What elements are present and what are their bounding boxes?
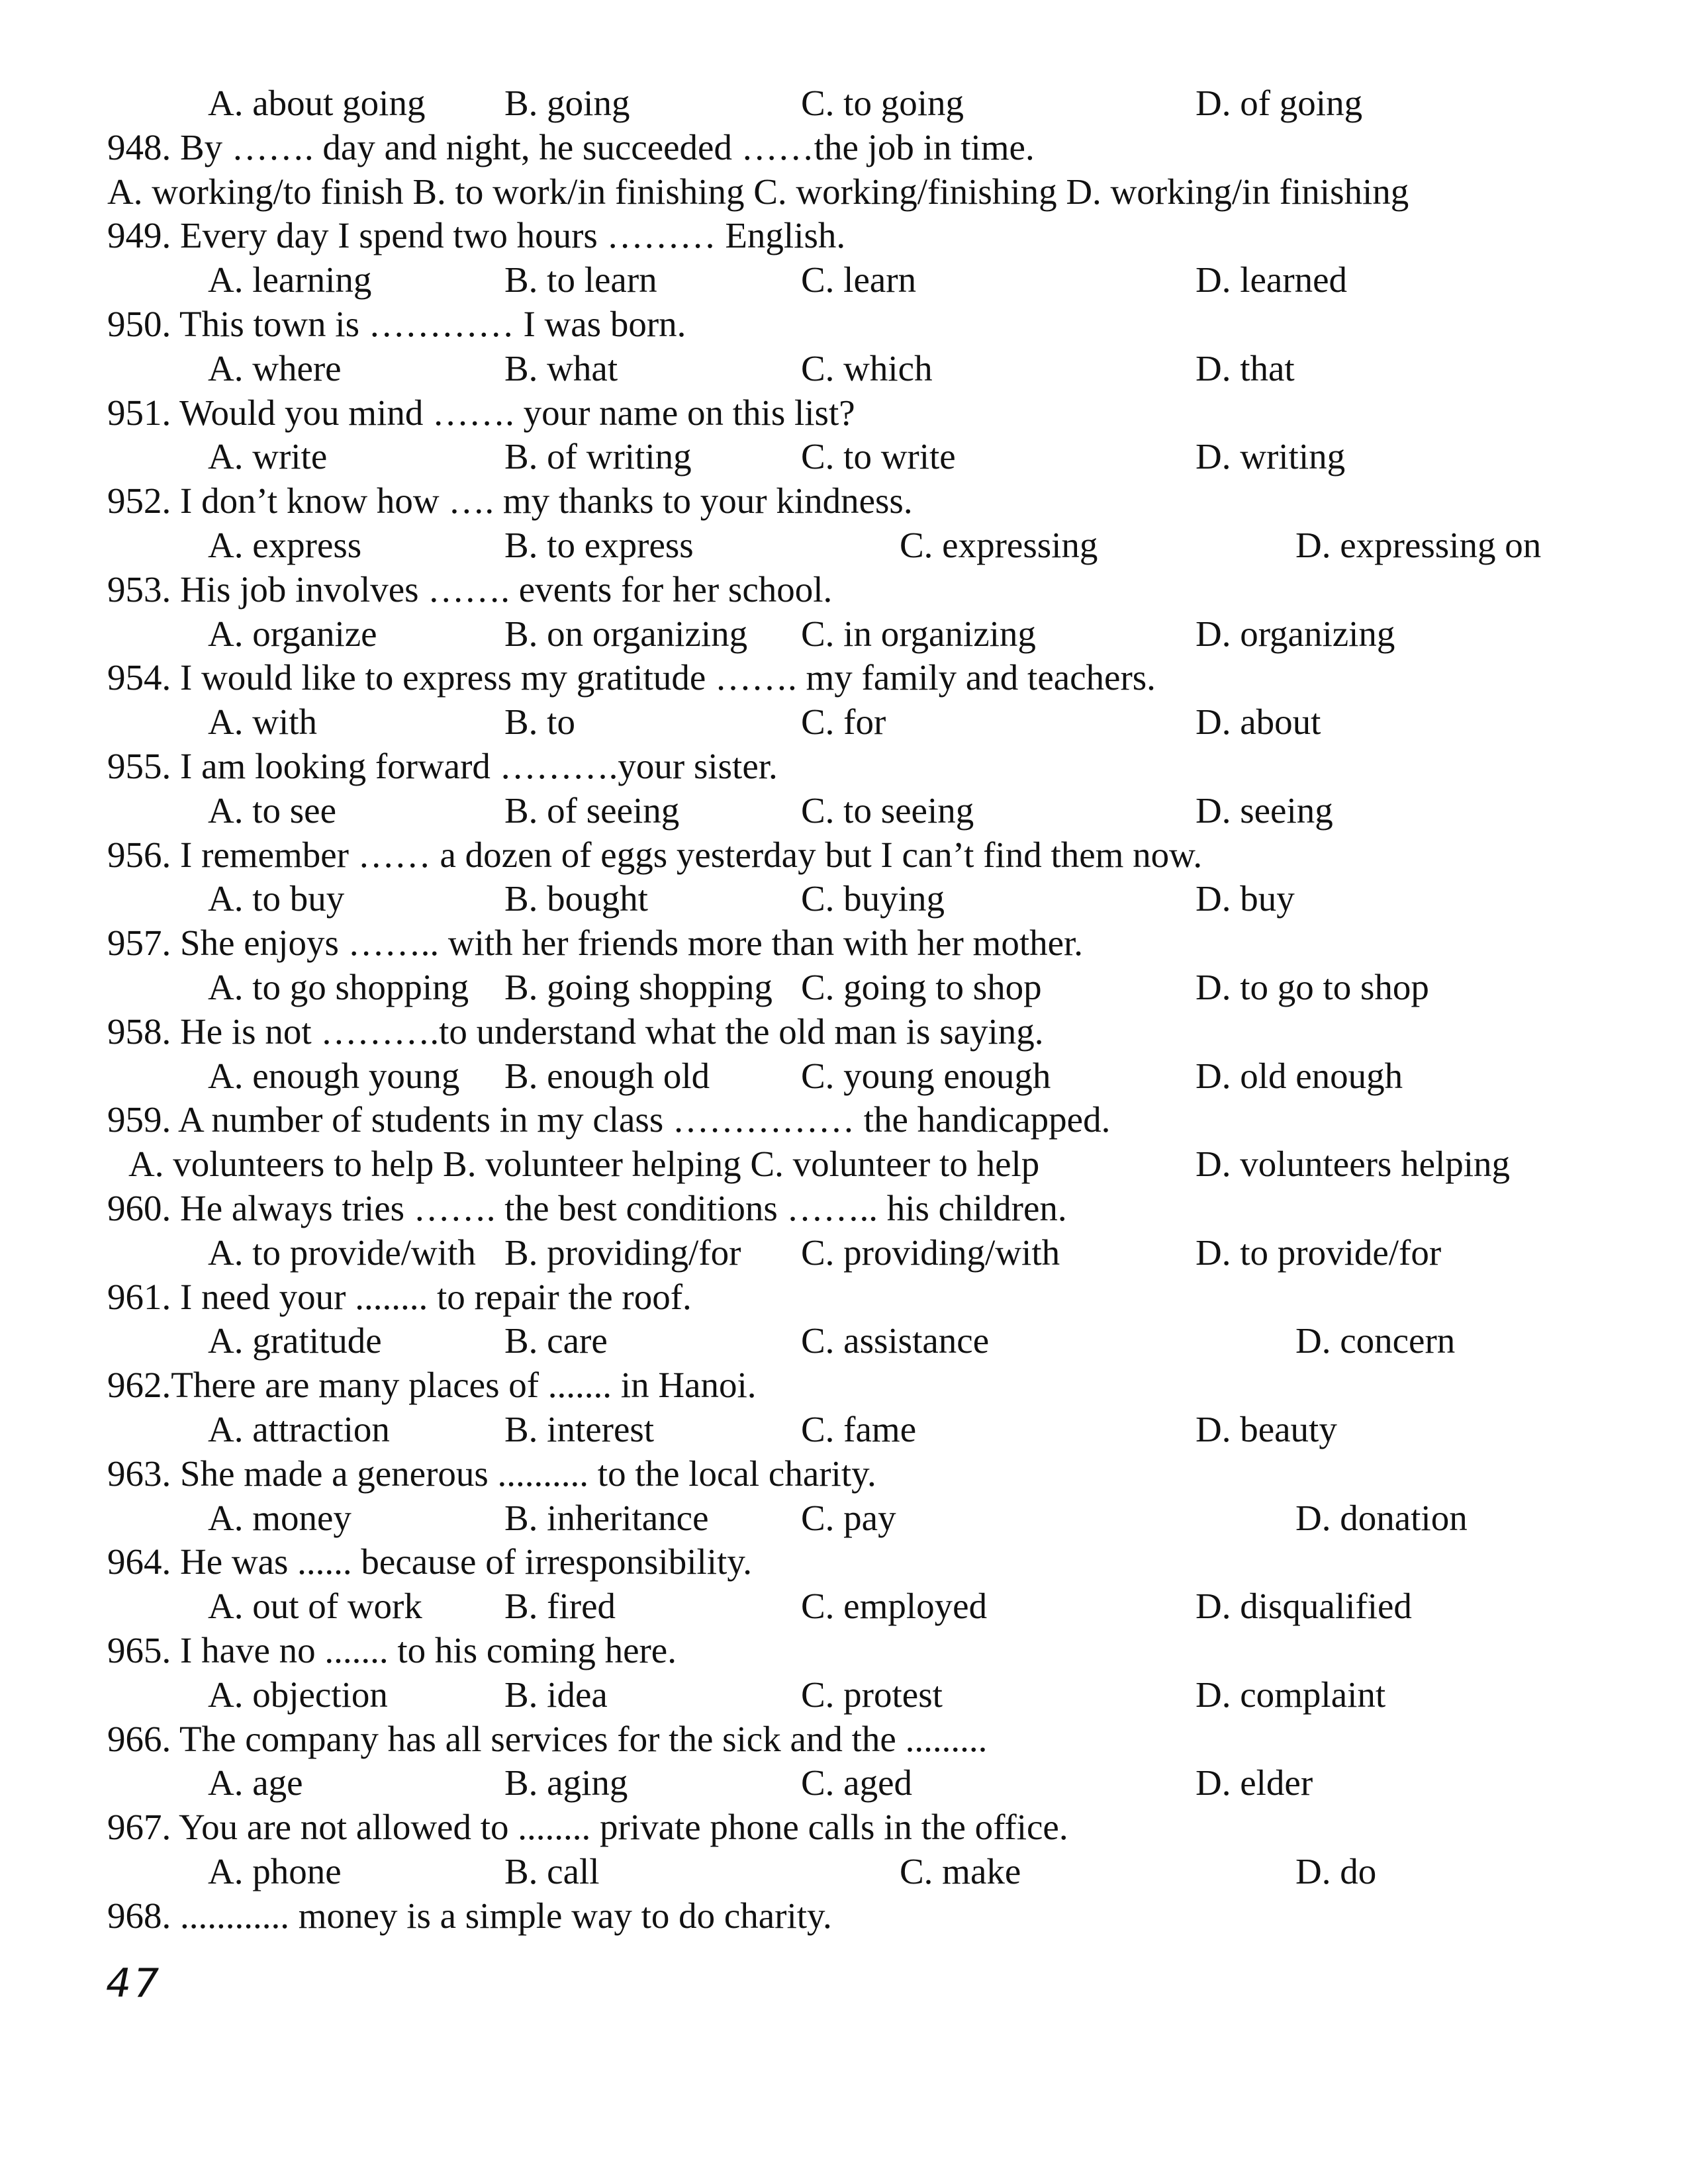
option-a: A. to provide/with xyxy=(208,1232,476,1273)
option-line xyxy=(0,612,1688,656)
page-number: 47 xyxy=(106,1960,162,2007)
option-d: D. learned xyxy=(1196,259,1348,300)
option-line xyxy=(0,434,1688,478)
option-d: D. disqualified xyxy=(1196,1586,1412,1627)
question-text: 953. His job involves ……. events for her school. xyxy=(107,569,833,610)
option-a: A. age xyxy=(208,1762,303,1803)
question-text: 964. He was ...... because of irresponsibility. xyxy=(107,1541,752,1582)
question-line xyxy=(0,921,1688,965)
question-line xyxy=(0,744,1688,788)
option-a: A. about going xyxy=(208,83,426,123)
option-b: B. enough old xyxy=(504,1055,710,1096)
question-text: 967. You are not allowed to ........ private phone calls in the office. xyxy=(107,1807,1068,1848)
option-a: A. phone xyxy=(208,1851,342,1891)
option-a: A. money xyxy=(208,1497,352,1538)
option-c: C. protest xyxy=(801,1674,943,1715)
option-c: C. pay xyxy=(801,1497,896,1538)
question-line xyxy=(0,655,1688,700)
question-line xyxy=(0,1009,1688,1054)
question-line xyxy=(0,1539,1688,1584)
option-d: D. donation xyxy=(1295,1497,1468,1538)
option-b: B. bought xyxy=(504,878,648,919)
option-d: D. that xyxy=(1196,347,1295,388)
question-line xyxy=(0,833,1688,877)
option-c: C. in organizing xyxy=(801,613,1036,654)
option-line xyxy=(0,523,1688,567)
option-line xyxy=(0,1672,1688,1717)
option-c: C. buying xyxy=(801,878,945,919)
option-d: D. old enough xyxy=(1196,1055,1403,1096)
option-a: A. write xyxy=(208,436,328,477)
question-text: 950. This town is ………… I was born. xyxy=(107,304,686,344)
option-d: D. seeing xyxy=(1196,790,1333,831)
option-b: B. providing/for xyxy=(504,1232,741,1273)
option-c: C. for xyxy=(801,702,886,743)
option-c: C. to seeing xyxy=(801,790,974,831)
option-d: D. expressing on xyxy=(1295,525,1542,565)
question-line xyxy=(0,567,1688,612)
option-c: C. expressing xyxy=(900,525,1098,565)
option-c: C. learn xyxy=(801,259,917,300)
option-line xyxy=(0,700,1688,744)
question-line xyxy=(0,1363,1688,1407)
question-line xyxy=(0,1805,1688,1849)
option-b: B. interest xyxy=(504,1409,655,1449)
option-line xyxy=(0,1584,1688,1628)
question-text: 959. A number of students in my class …………… the handicapped. xyxy=(107,1099,1111,1140)
question-line xyxy=(0,1893,1688,1938)
option-c: C. aged xyxy=(801,1762,913,1803)
option-line xyxy=(0,81,1688,125)
option-a: A. out of work xyxy=(208,1586,422,1627)
question-text: 955. I am looking forward ……….your sister. xyxy=(107,746,778,786)
question-line xyxy=(0,1717,1688,1761)
option-d: D. elder xyxy=(1196,1762,1313,1803)
question-text: 962.There are many places of ....... in Hanoi. xyxy=(107,1365,757,1406)
option-a: A. express xyxy=(208,525,362,565)
option-c: C. fame xyxy=(801,1409,917,1449)
option-b: B. of writing xyxy=(504,436,692,477)
option-line xyxy=(0,1407,1688,1451)
option-line xyxy=(0,1849,1688,1893)
option-a: A. where xyxy=(208,347,342,388)
option-line xyxy=(0,965,1688,1009)
option-line xyxy=(0,1230,1688,1275)
question-text: 963. She made a generous .......... to the local charity. xyxy=(107,1453,876,1494)
option-line xyxy=(0,876,1688,921)
option-line xyxy=(0,788,1688,833)
option-line xyxy=(0,346,1688,390)
option-c: C. going to shop xyxy=(801,967,1042,1007)
question-line xyxy=(0,1186,1688,1230)
question-text: 956. I remember …… a dozen of eggs yesterday but I can’t find them now. xyxy=(107,834,1203,875)
question-line xyxy=(0,1275,1688,1319)
option-line xyxy=(0,1760,1688,1805)
question-line xyxy=(0,478,1688,523)
option-line xyxy=(0,1054,1688,1098)
question-text: 952. I don’t know how …. my thanks to your kindness. xyxy=(107,480,913,522)
option-a: A. objection xyxy=(208,1674,388,1715)
option-b: B. inheritance xyxy=(504,1497,709,1538)
option-b: B. fired xyxy=(504,1586,616,1627)
question-text: 958. He is not ……….to understand what the old man is saying. xyxy=(107,1011,1044,1052)
option-a: A. enough young xyxy=(208,1055,460,1096)
option-a: A. attraction xyxy=(208,1409,390,1449)
option-b: B. going xyxy=(504,83,630,123)
option-abc: A. volunteers to help B. volunteer helping C. volunteer to help xyxy=(128,1144,1040,1185)
option-c: C. which xyxy=(801,347,933,388)
option-line xyxy=(0,257,1688,302)
option-c: C. to write xyxy=(801,436,956,477)
option-line xyxy=(0,1142,1688,1186)
option-line xyxy=(0,1496,1688,1540)
question-text: 954. I would like to express my gratitude ……. my family and teachers. xyxy=(107,657,1156,698)
question-text: 948. By ……. day and night, he succeeded ……the job in time. xyxy=(107,126,1035,167)
option-d: D. to go to shop xyxy=(1196,967,1429,1007)
question-text: 966. The company has all services for the sick and the ......... xyxy=(107,1718,988,1759)
option-d: D. writing xyxy=(1196,436,1346,477)
question-text: 960. He always tries ……. the best conditions …….. his children. xyxy=(107,1188,1067,1228)
question-text: 951. Would you mind ……. your name on this list? xyxy=(107,392,855,433)
option-c: C. make xyxy=(900,1851,1021,1891)
question-line xyxy=(0,390,1688,435)
option-a: A. with xyxy=(208,702,317,743)
option-c: C. young enough xyxy=(801,1055,1051,1096)
option-d: D. volunteers helping xyxy=(1196,1144,1511,1185)
question-text: 965. I have no ....... to his coming here. xyxy=(107,1630,677,1670)
option-text: A. working/to finish B. to work/in finishing C. working/finishing D. working/in finishing xyxy=(107,171,1409,212)
option-c: C. assistance xyxy=(801,1320,990,1361)
option-b: B. on organizing xyxy=(504,613,748,654)
option-c: C. employed xyxy=(801,1586,988,1627)
option-b: B. what xyxy=(504,347,618,388)
option-a: A. organize xyxy=(208,613,377,654)
option-a: A. gratitude xyxy=(208,1320,382,1361)
question-text: 949. Every day I spend two hours ……… English. xyxy=(107,215,846,256)
option-d: D. concern xyxy=(1295,1320,1456,1361)
option-b: B. to express xyxy=(504,525,694,565)
option-a: A. learning xyxy=(208,259,372,300)
option-a: A. to go shopping xyxy=(208,967,469,1007)
option-line xyxy=(0,1318,1688,1363)
option-c: C. providing/with xyxy=(801,1232,1060,1273)
option-d: D. beauty xyxy=(1196,1409,1337,1449)
question-line xyxy=(0,302,1688,346)
option-b: B. to xyxy=(504,702,575,743)
question-line xyxy=(0,125,1688,169)
option-b: B. call xyxy=(504,1851,600,1891)
option-d: D. buy xyxy=(1196,878,1295,919)
option-d: D. do xyxy=(1295,1851,1377,1891)
option-a: A. to see xyxy=(208,790,336,831)
question-line xyxy=(0,213,1688,257)
option-line xyxy=(0,169,1688,214)
question-line xyxy=(0,1451,1688,1496)
option-d: D. of going xyxy=(1196,83,1363,123)
option-c: C. to going xyxy=(801,83,964,123)
option-d: D. to provide/for xyxy=(1196,1232,1442,1273)
question-text: 961. I need your ........ to repair the roof. xyxy=(107,1276,692,1317)
option-b: B. going shopping xyxy=(504,967,773,1007)
option-b: B. of seeing xyxy=(504,790,680,831)
question-line xyxy=(0,1097,1688,1142)
option-d: D. organizing xyxy=(1196,613,1395,654)
question-text: 968. ............ money is a simple way to do charity. xyxy=(107,1895,832,1936)
option-b: B. aging xyxy=(504,1762,628,1803)
option-b: B. to learn xyxy=(504,259,657,300)
question-text: 957. She enjoys …….. with her friends more than with her mother. xyxy=(107,923,1084,964)
option-b: B. idea xyxy=(504,1674,608,1715)
option-b: B. care xyxy=(504,1320,608,1361)
option-d: D. about xyxy=(1196,702,1321,743)
option-d: D. complaint xyxy=(1196,1674,1386,1715)
question-line xyxy=(0,1628,1688,1672)
option-a: A. to buy xyxy=(208,878,345,919)
